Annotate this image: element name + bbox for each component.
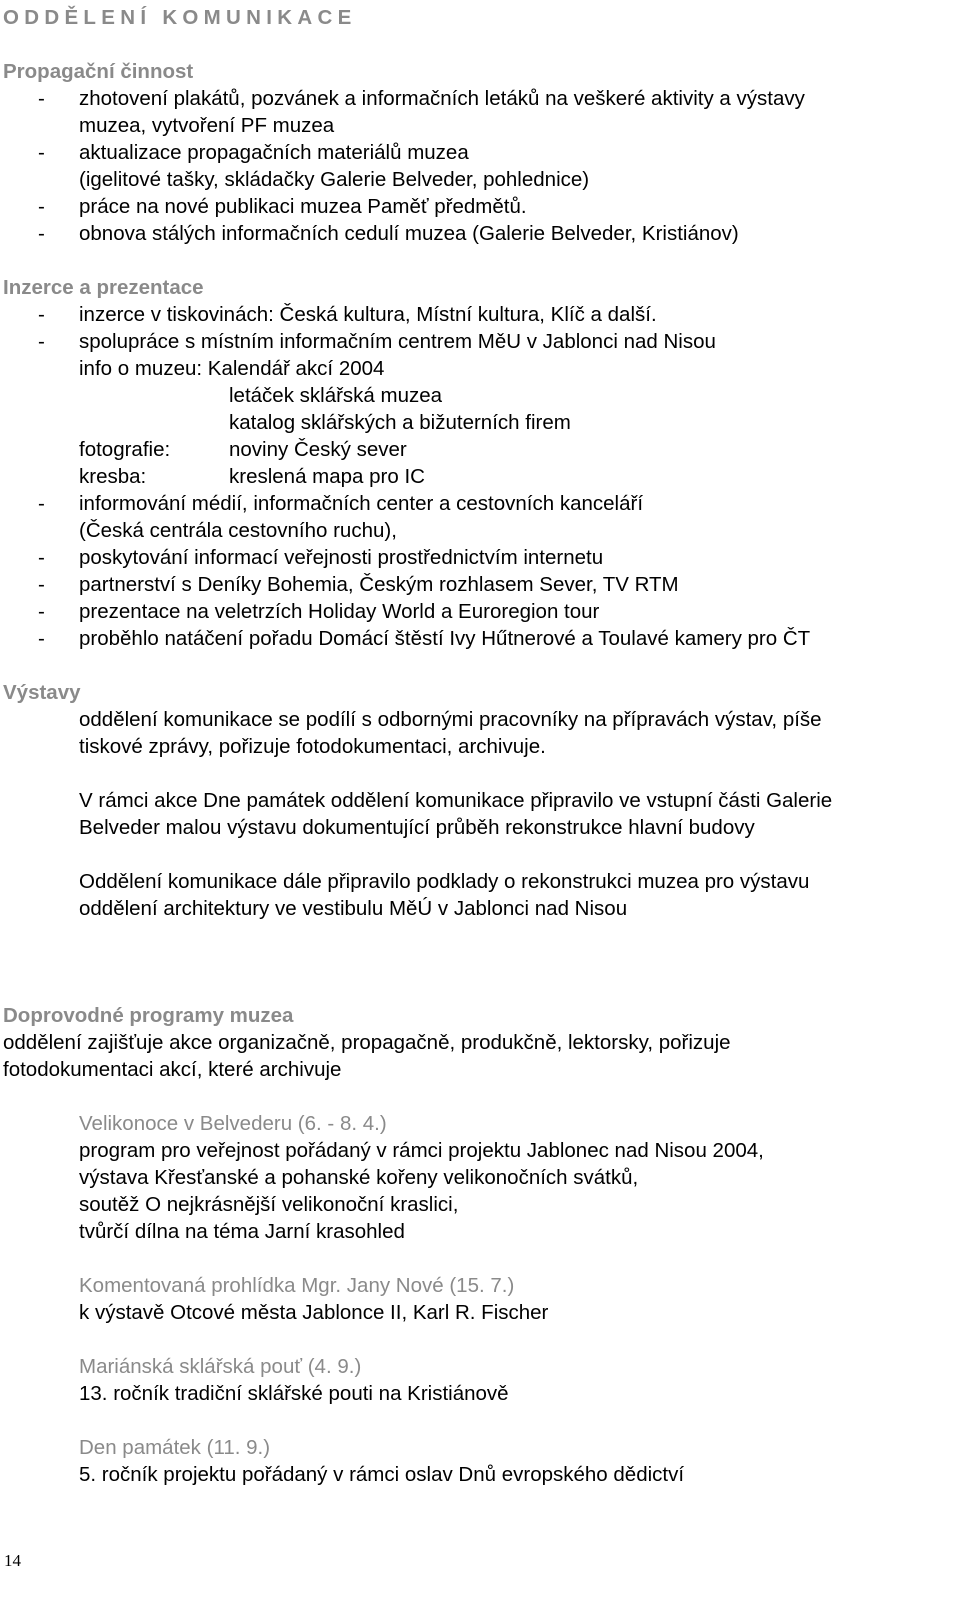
bullet-dash: - (38, 87, 45, 110)
paragraph-line: oddělení komunikace se podílí s odbornými pracovníky na přípravách výstav, píše (79, 708, 822, 731)
list-item: zhotovení plakátů, pozvánek a informačních letáků na veškeré aktivity a výstavy (79, 87, 805, 110)
paragraph-line: fotodokumentaci akcí, které archivuje (3, 1058, 342, 1081)
event-line: tvůrčí dílna na téma Jarní krasohled (79, 1220, 405, 1243)
bullet-dash: - (38, 195, 45, 218)
list-item: letáček sklářská muzea (229, 384, 443, 407)
list-item: prezentace na veletrzích Holiday World a Euroregion tour (79, 600, 600, 623)
paragraph-line: Belveder malou výstavu dokumentující průběh rekonstrukce hlavní budovy (79, 816, 755, 839)
list-item: (igelitové tašky, skládačky Galerie Belveder, pohlednice) (79, 168, 590, 191)
list-item: informování médií, informačních center a cestovních kanceláří (79, 492, 644, 515)
bullet-dash: - (38, 600, 45, 623)
event-line: 13. ročník tradiční sklářské pouti na Kristiánově (79, 1382, 509, 1405)
bullet-dash: - (38, 222, 45, 245)
list-item: muzea, vytvoření PF muzea (79, 114, 335, 137)
list-item: info o muzeu: Kalendář akcí 2004 (79, 357, 385, 380)
list-item: poskytování informací veřejnosti prostřednictvím internetu (79, 546, 604, 569)
paragraph-line: oddělení zajišťuje akce organizačně, propagačně, produkčně, lektorsky, pořizuje (3, 1031, 731, 1054)
list-item: (Česká centrála cestovního ruchu), (79, 519, 397, 542)
section-title-inzerce: Inzerce a prezentace (3, 276, 204, 299)
section-title-programy: Doprovodné programy muzea (3, 1004, 294, 1027)
event-title: Mariánská sklářská pouť (4. 9.) (79, 1355, 362, 1378)
list-item: práce na nové publikaci muzea Paměť předmětů. (79, 195, 527, 218)
list-item: spolupráce s místním informačním centrem MěU v Jablonci nad Nisou (79, 330, 716, 353)
event-title: Komentovaná prohlídka Mgr. Jany Nové (15. 7.) (79, 1274, 515, 1297)
bullet-dash: - (38, 330, 45, 353)
list-item: obnova stálých informačních cedulí muzea (Galerie Belveder, Kristiánov) (79, 222, 739, 245)
paragraph-line: Oddělení komunikace dále připravilo podklady o rekonstrukci muzea pro výstavu (79, 870, 810, 893)
list-item: katalog sklářských a bižuterních firem (229, 411, 571, 434)
event-line: k výstavě Otcové města Jablonce II, Karl R. Fischer (79, 1301, 549, 1324)
event-line: soutěž O nejkrásnější velikonoční kraslici, (79, 1193, 459, 1216)
list-item: noviny Český sever (229, 438, 407, 461)
bullet-dash: - (38, 492, 45, 515)
paragraph-line: oddělení architektury ve vestibulu MěÚ v Jablonci nad Nisou (79, 897, 628, 920)
event-line: program pro veřejnost pořádaný v rámci projektu Jablonec nad Nisou 2004, (79, 1139, 764, 1162)
section-title-vystavy: Výstavy (3, 681, 81, 704)
list-item: kreslená mapa pro IC (229, 465, 425, 488)
list-item: aktualizace propagačních materiálů muzea (79, 141, 469, 164)
page-number: 14 (4, 1551, 21, 1570)
paragraph-line: tiskové zprávy, pořizuje fotodokumentaci, archivuje. (79, 735, 546, 758)
bullet-dash: - (38, 573, 45, 596)
event-line: výstava Křesťanské a pohanské kořeny velikonočních svátků, (79, 1166, 639, 1189)
list-label: fotografie: (79, 438, 171, 461)
section-title-propagace: Propagační činnost (3, 60, 194, 83)
bullet-dash: - (38, 546, 45, 569)
list-item: partnerství s Deníky Bohemia, Českým rozhlasem Sever, TV RTM (79, 573, 679, 596)
page-title: ODDĚLENÍ KOMUNIKACE (3, 6, 357, 29)
paragraph-line: V rámci akce Dne památek oddělení komunikace připravilo ve vstupní části Galerie (79, 789, 833, 812)
list-item: proběhlo natáčení pořadu Domácí štěstí Ivy Hűtnerové a Toulavé kamery pro ČT (79, 627, 811, 650)
list-item: inzerce v tiskovinách: Česká kultura, Místní kultura, Klíč a další. (79, 303, 657, 326)
event-line: 5. ročník projektu pořádaný v rámci oslav Dnů evropského dědictví (79, 1463, 685, 1486)
event-title: Velikonoce v Belvederu (6. - 8. 4.) (79, 1112, 387, 1135)
bullet-dash: - (38, 627, 45, 650)
bullet-dash: - (38, 303, 45, 326)
list-label: kresba: (79, 465, 147, 488)
bullet-dash: - (38, 141, 45, 164)
event-title: Den památek (11. 9.) (79, 1436, 271, 1459)
